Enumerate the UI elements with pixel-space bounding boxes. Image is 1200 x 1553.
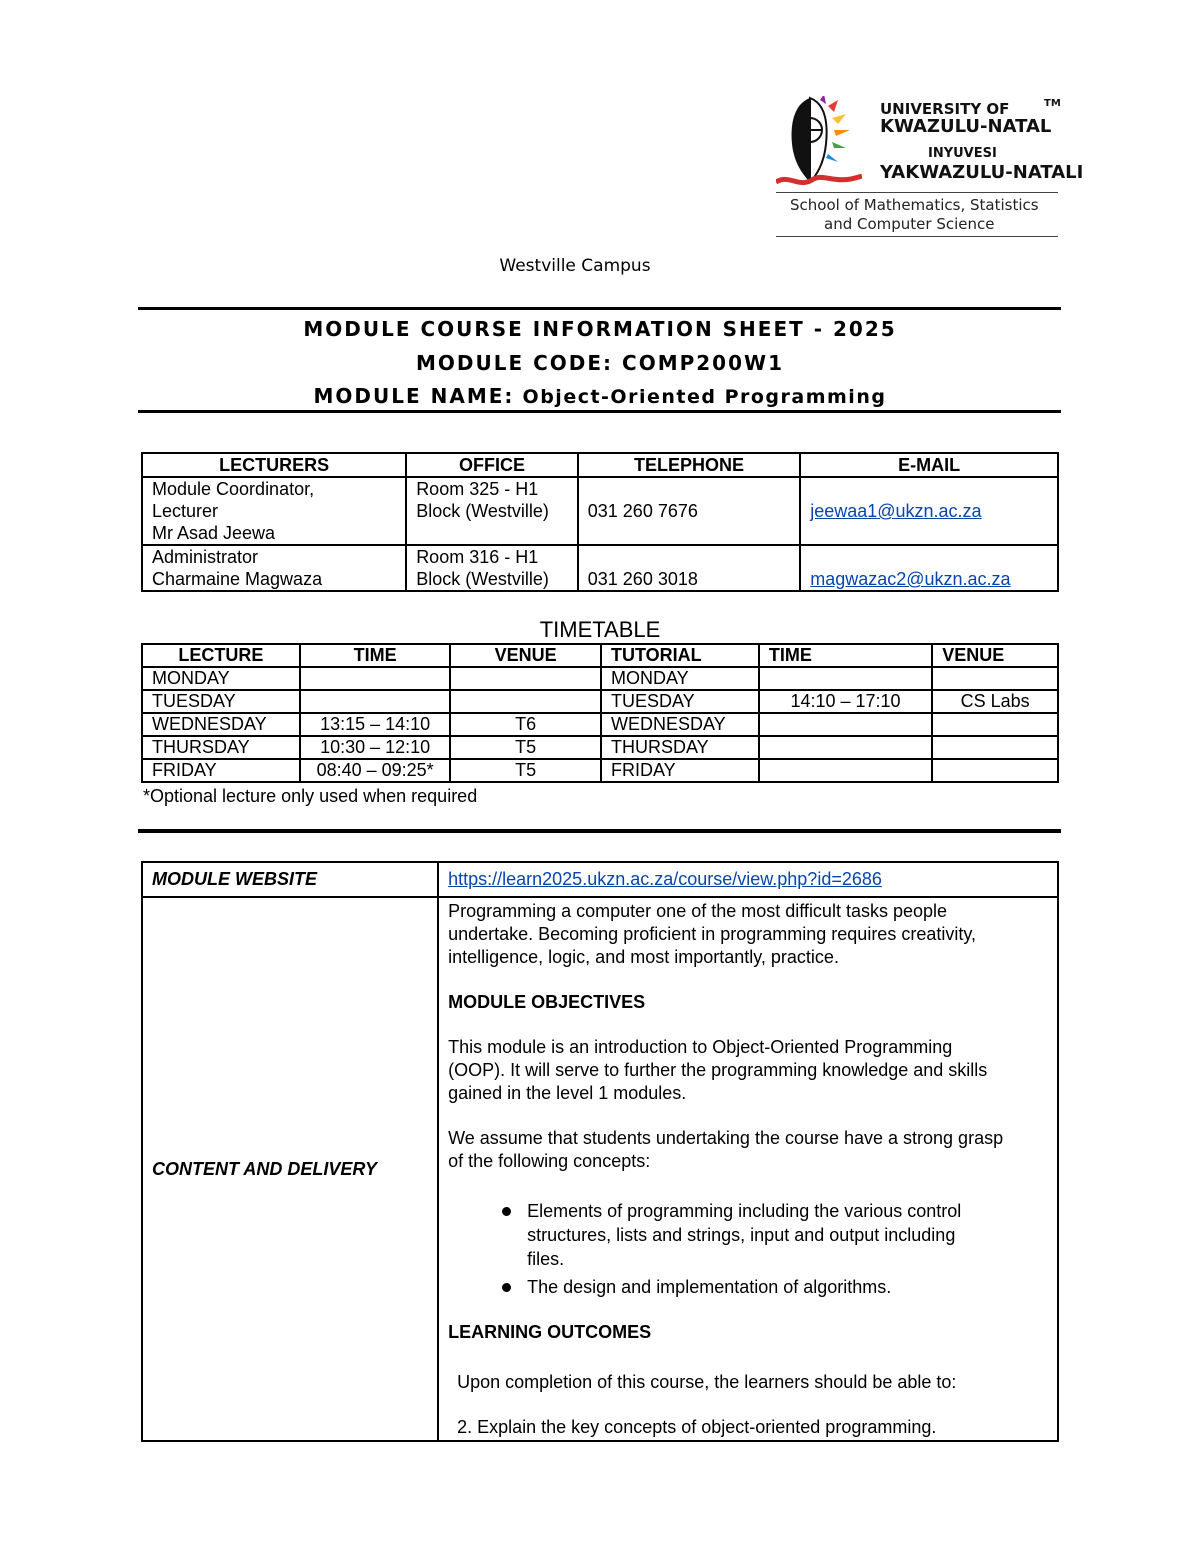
tutorial-day: FRIDAY [601,759,759,782]
lecture-day: WEDNESDAY [142,713,300,736]
intro-line: Programming a computer one of the most difficult tasks people [448,901,948,921]
logo-school-line-2: and Computer Science [824,215,995,233]
lecturers-header-row [142,453,1058,477]
tutorial-venue [932,736,1058,759]
objectives-line: This module is an introduction to Object-Oriented Programming [448,1037,953,1057]
lecture-time [300,690,451,713]
concepts-list [448,1199,1048,1299]
tutorial-venue [932,713,1058,736]
objectives-heading: MODULE OBJECTIVES [448,992,646,1012]
tutorial-time [759,736,932,759]
header-rule-top [138,307,1061,310]
lecture-venue: T6 [450,713,601,736]
tutorial-header: TUTORIAL [601,644,759,667]
bullet-icon [502,1207,511,1216]
intro-line: undertake. Becoming proficient in programming requires creativity, [448,924,976,944]
lecturer-name-cell [142,477,406,545]
website-label: MODULE WEBSITE [142,862,438,897]
university-logo [776,96,1084,238]
admin-office-cell [406,545,578,591]
tutorial-venue-header: VENUE [932,644,1058,667]
logo-line-4: YAKWAZULU-NATALI [880,162,1084,183]
content-label: CONTENT AND DELIVERY [142,897,438,1441]
website-row [142,862,1058,897]
timetable-title: TIMETABLE [539,617,661,642]
lecture-time: 10:30 – 12:10 [300,736,451,759]
module-name [0,384,1200,408]
lecture-venue: T5 [450,759,601,782]
office-block: Block (Westville) [416,501,549,521]
list-item [448,1199,1048,1271]
objectives-line: (OOP). It will serve to further the programming knowledge and skills [448,1060,988,1080]
timetable-header-row [142,644,1058,667]
ukzn-emblem-icon [776,96,862,192]
assume-line: of the following concepts: [448,1151,651,1171]
timetable-row [142,736,1058,759]
content-body [438,897,1058,1441]
section-rule [138,829,1061,833]
tutorial-day: THURSDAY [601,736,759,759]
bullet-line: The design and implementation of algorithms. [527,1277,892,1297]
office-header: OFFICE [406,453,578,477]
content-row [142,897,1058,1441]
objectives-line: gained in the level 1 modules. [448,1083,687,1103]
bullet-line: Elements of programming including the various control [527,1201,962,1221]
lecture-venue [450,690,601,713]
administrator-row [142,545,1058,591]
tutorial-venue [932,667,1058,690]
lecturers-header: LECTURERS [142,453,406,477]
tutorial-venue: CS Labs [932,690,1058,713]
outcomes-heading: LEARNING OUTCOMES [448,1322,652,1342]
list-item [448,1275,1048,1299]
admin-email-cell [800,545,1058,591]
timetable-row [142,667,1058,690]
website-url-cell [438,862,1058,897]
lecture-venue: T5 [450,736,601,759]
tutorial-time [759,759,932,782]
module-info-table [141,861,1059,1442]
office-block: Block (Westville) [416,569,549,589]
logo-school-line-1: School of Mathematics, Statistics [790,196,1039,214]
assume-line: We assume that students undertaking the course have a strong grasp [448,1128,1004,1148]
tutorial-time: 14:10 – 17:10 [759,690,932,713]
logo-line-2: KWAZULU-NATAL [880,116,1052,137]
timetable-row [142,759,1058,782]
bullet-line: structures, lists and strings, input and output including [527,1225,956,1245]
logo-divider-top [776,192,1058,193]
lecture-day: FRIDAY [142,759,300,782]
timetable-note: *Optional lecture only used when required [143,786,478,806]
office-room: Room 316 - H1 [416,547,539,567]
office-room: Room 325 - H1 [416,479,539,499]
module-code: MODULE CODE: COMP200W1 [416,351,784,375]
lecture-venue [450,667,601,690]
lecture-time: 08:40 – 09:25* [300,759,451,782]
lecturer-phone: 031 260 7676 [578,477,800,545]
lecturer-office-cell [406,477,578,545]
module-website-link[interactable]: https://learn2025.ukzn.ac.za/course/view.php?id=2686 [448,869,882,889]
tutorial-time [759,713,932,736]
timetable-row [142,690,1058,713]
bullet-icon [502,1283,511,1292]
tutorial-day: MONDAY [601,667,759,690]
lecture-time [300,667,451,690]
lecturer-email-link[interactable]: jeewaa1@ukzn.ac.za [810,501,982,521]
module-name-label: MODULE NAME: [313,384,515,408]
tutorial-day: TUESDAY [601,690,759,713]
admin-phone: 031 260 3018 [578,545,800,591]
lecturer-row [142,477,1058,545]
logo-line-1: UNIVERSITY OF [880,100,1010,118]
outcome-item: 2. Explain the key concepts of object-oriented programming. [457,1417,937,1437]
admin-name: Charmaine Magwaza [152,569,323,589]
admin-role: Administrator [152,547,259,567]
campus-name: Westville Campus [499,256,651,276]
outcomes-intro: Upon completion of this course, the learners should be able to: [457,1372,957,1392]
header-rule-bottom [138,410,1061,413]
lecturer-title: Lecturer [152,501,219,521]
telephone-header: TELEPHONE [578,453,800,477]
logo-tm: TM [1044,98,1061,109]
module-name-value: Object-Oriented Programming [514,386,887,408]
timetable-table [141,643,1059,783]
intro-line: intelligence, logic, and most importantly, practice. [448,947,839,967]
lecturer-email-cell [800,477,1058,545]
lecture-day: MONDAY [142,667,300,690]
tutorial-venue [932,759,1058,782]
tutorial-day: WEDNESDAY [601,713,759,736]
tutorial-time-header: TIME [759,644,932,667]
lecturer-role: Module Coordinator, [152,479,315,499]
lecture-header: LECTURE [142,644,300,667]
email-header: E-MAIL [800,453,1058,477]
tutorial-time [759,667,932,690]
bullet-line: files. [527,1249,565,1269]
admin-email-link[interactable]: magwazac2@ukzn.ac.za [810,569,1011,589]
lecture-venue-header: VENUE [450,644,601,667]
logo-divider-bottom [776,236,1058,237]
lecture-day: THURSDAY [142,736,300,759]
sheet-title: MODULE COURSE INFORMATION SHEET - 2025 [303,317,897,341]
lecture-time-header: TIME [300,644,451,667]
lecture-time: 13:15 – 14:10 [300,713,451,736]
admin-name-cell [142,545,406,591]
lecturer-name: Mr Asad Jeewa [152,523,276,543]
timetable-row [142,713,1058,736]
lecturers-table [141,452,1059,592]
logo-line-3: INYUVESI [928,146,997,161]
lecture-day: TUESDAY [142,690,300,713]
